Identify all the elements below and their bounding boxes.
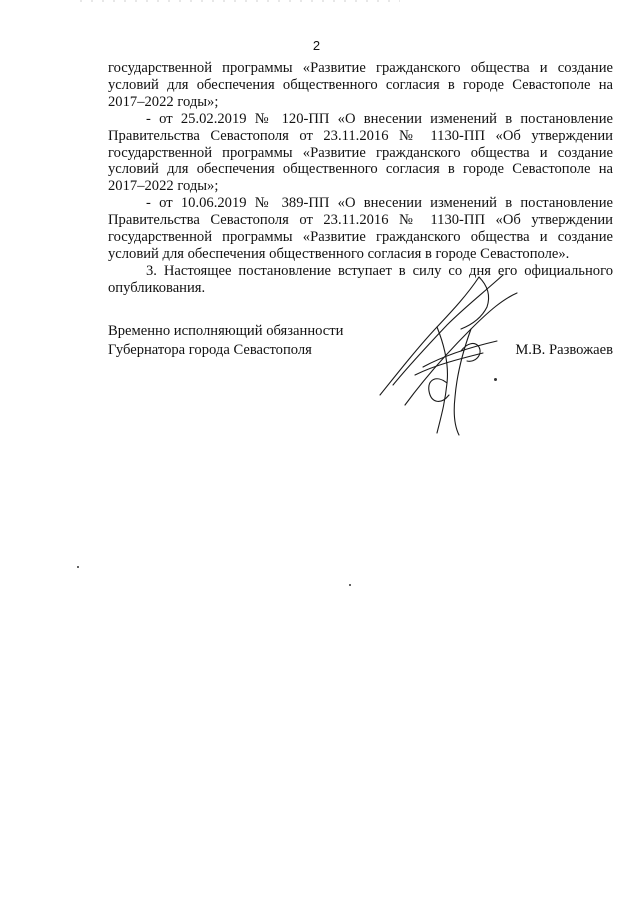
paragraph-item-389pp: - от 10.06.2019 № 389-ПП «О внесении изменений в постановление Правительства Севастополя от 23.11.2016 № 1130-ПП «Об утверждении государственной программы «Развитие гражданского общества и создание условий для обеспечения общественного согласия в городе Севастополе». bbox=[108, 195, 613, 262]
paragraph-item-120pp: - от 25.02.2019 № 120-ПП «О внесении изменений в постановление Правительства Севастополя от 23.11.2016 № 1130-ПП «Об утверждении государственной программы «Развитие гражданского общества и создание условий для обеспечения общественного согласия в городе Севастополе на 2017–2022 годы»; bbox=[108, 110, 613, 195]
scan-artifact-top bbox=[80, 0, 400, 4]
page-number: 2 bbox=[312, 38, 321, 53]
signatory-title-line-2: Губернатора города Севастополя bbox=[108, 342, 312, 358]
document-body bbox=[108, 60, 613, 297]
signature-block bbox=[108, 322, 613, 360]
scan-speck bbox=[77, 566, 79, 568]
paragraph-continuation: государственной программы «Развитие гражданского общества и создание условий для обеспечения общественного согласия в городе Севастополе на 2017–2022 годы»; bbox=[108, 60, 613, 110]
scan-speck bbox=[494, 378, 497, 381]
scan-speck bbox=[349, 584, 351, 586]
paragraph-effective-date: 3. Настоящее постановление вступает в силу со дня его официального опубликования. bbox=[108, 262, 613, 296]
signatory-title-line-1: Временно исполняющий обязанности bbox=[108, 323, 344, 339]
signatory-name: М.В. Развожаев bbox=[515, 342, 613, 358]
